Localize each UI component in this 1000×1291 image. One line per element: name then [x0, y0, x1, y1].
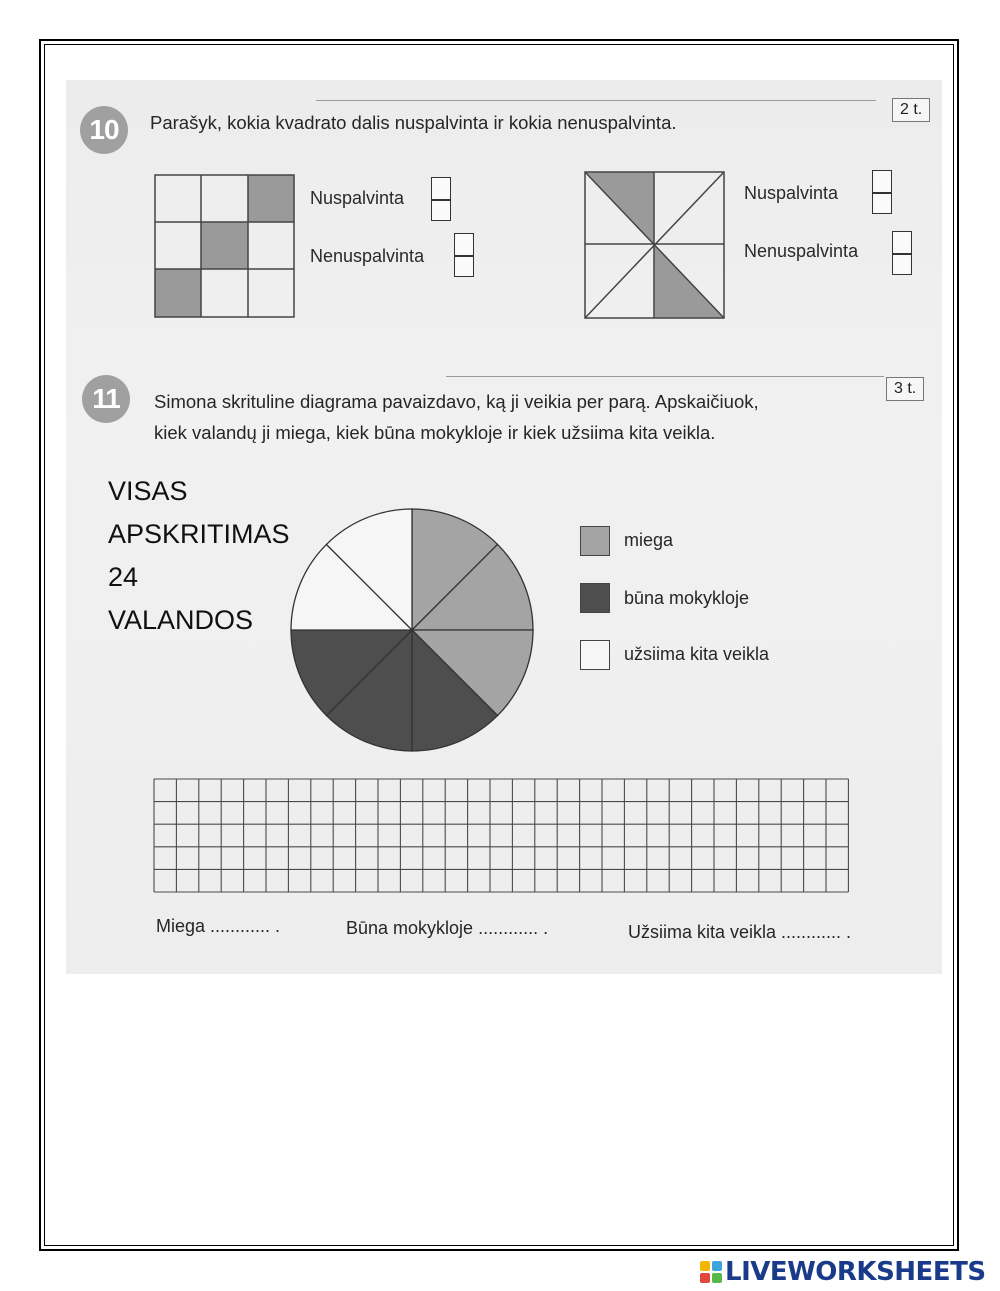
shaded-fraction-box-1[interactable]	[431, 177, 451, 221]
task-11-number: 11	[82, 375, 130, 423]
grid-lines	[154, 779, 848, 892]
calculation-grid[interactable]	[152, 773, 860, 897]
shaded-label-2: Nuspalvinta	[744, 183, 839, 203]
answer-sleep: Miega ............ .	[156, 916, 281, 936]
note-line-1: VISAS	[108, 476, 188, 506]
task-10-rule	[316, 100, 876, 101]
answer-school: Būna mokykloje ............ .	[346, 918, 549, 938]
worksheet-photo	[66, 80, 942, 974]
grid-square-figure	[154, 174, 296, 318]
unshaded-label-1: Nenuspalvinta	[310, 246, 425, 266]
unshaded-fraction-box-2[interactable]	[892, 231, 912, 275]
task-10-points: 2 t.	[892, 98, 930, 122]
legend-swatch-sleep	[580, 526, 610, 556]
activity-pie-chart	[288, 506, 536, 754]
note-line-4: VALANDOS	[108, 605, 254, 635]
task-11-instruction-line-2: kiek valandų ji miega, kiek būna mokykloje ir kiek užsiima kita veikla.	[154, 422, 716, 443]
note-line-3: 24	[108, 562, 139, 592]
legend-label-school: būna mokykloje	[624, 588, 750, 608]
answer-other: Užsiima kita veikla ............ .	[628, 922, 852, 942]
task-11-instruction-line-1: Simona skrituline diagrama pavaizdavo, ką ji veikia per parą. Apskaičiuok,	[154, 391, 759, 412]
unshaded-fraction-box-1[interactable]	[454, 233, 474, 277]
task-11-rule	[446, 376, 884, 377]
shaded-fraction-box-2[interactable]	[872, 170, 892, 214]
legend-label-other: užsiima kita veikla	[624, 644, 770, 664]
task-10-instruction: Parašyk, kokia kvadrato dalis nuspalvinta ir kokia nenuspalvinta.	[150, 112, 677, 133]
triangles-square-figure	[584, 171, 726, 319]
task-11-points: 3 t.	[886, 377, 924, 401]
legend-swatch-school	[580, 583, 610, 613]
full-circle-note	[108, 470, 290, 642]
brand-name: LIVEWORKSHEETS	[725, 1257, 986, 1287]
brand-logo-icon	[700, 1261, 722, 1283]
legend-label-sleep: miega	[624, 530, 674, 550]
task-10-number: 10	[80, 106, 128, 154]
liveworksheets-brand	[700, 1258, 986, 1286]
legend-swatch-other	[580, 640, 610, 670]
note-line-2: APSKRITIMAS	[108, 519, 290, 549]
unshaded-label-2: Nenuspalvinta	[744, 241, 859, 261]
shaded-label-1: Nuspalvinta	[310, 188, 405, 208]
